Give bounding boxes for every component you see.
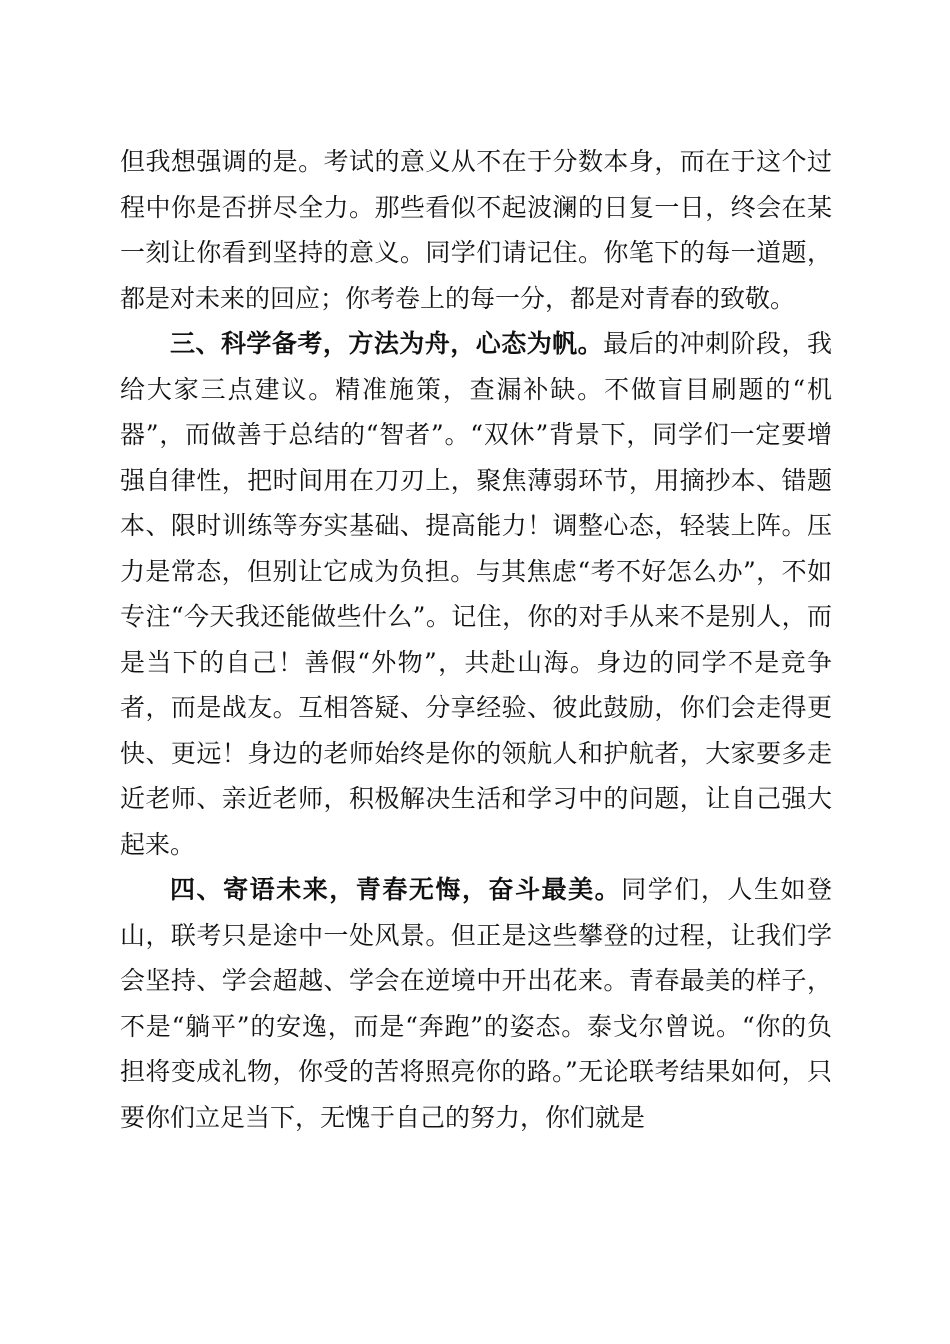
- section-heading-four: 四、寄语未来，青春无悔，奋斗最美。: [170, 875, 622, 904]
- section-heading-three: 三、科学备考，方法为舟，心态为帆。: [170, 329, 604, 358]
- paragraph-continuation: [120, 139, 832, 321]
- paragraph-text: 但我想强调的是。考试的意义从不在于分数本身，而在于这个过程中你是否拼尽全力。那些看似不起波澜的日复一日，终会在某一刻让你看到坚持的意义。同学们请记住。你笔下的每一道题，都是对未来的回应；你考卷上的每一分，都是对青春的致敬。: [120, 147, 832, 313]
- paragraph-section-three: [120, 321, 832, 867]
- paragraph-section-four: [120, 867, 832, 1140]
- document-body: [120, 139, 832, 1140]
- paragraph-text: 同学们，人生如登山，联考只是途中一处风景。但正是这些攀登的过程，让我们学会坚持、学会超越、学会在逆境中开出花来。青春最美的样子，不是“躺平”的安逸，而是“奔跑”的姿态。泰戈尔曾说。“你的负担将变成礼物，你受的苦将照亮你的路。”无论联考结果如何，只要你们立足当下，无愧于自己的努力，你们就是: [120, 875, 832, 1132]
- paragraph-text: 最后的冲刺阶段，我给大家三点建议。精准施策，查漏补缺。不做盲目刷题的“机器”，而做善于总结的“智者”。“双休”背景下，同学们一定要增强自律性，把时间用在刀刃上，聚焦薄弱环节，用摘抄本、错题本、限时训练等夯实基础、提高能力！调整心态，轻装上阵。压力是常态，但别让它成为负担。与其焦虑“考不好怎么办”，不如专注“今天我还能做些什么”。记住，你的对手从来不是别人，而是当下的自己！善假“外物”，共赴山海。身边的同学不是竞争者，而是战友。互相答疑、分享经验、彼此鼓励，你们会走得更快、更远！身边的老师始终是你的领航人和护航者，大家要多走近老师、亲近老师，积极解决生活和学习中的问题，让自己强大起来。: [120, 329, 832, 859]
